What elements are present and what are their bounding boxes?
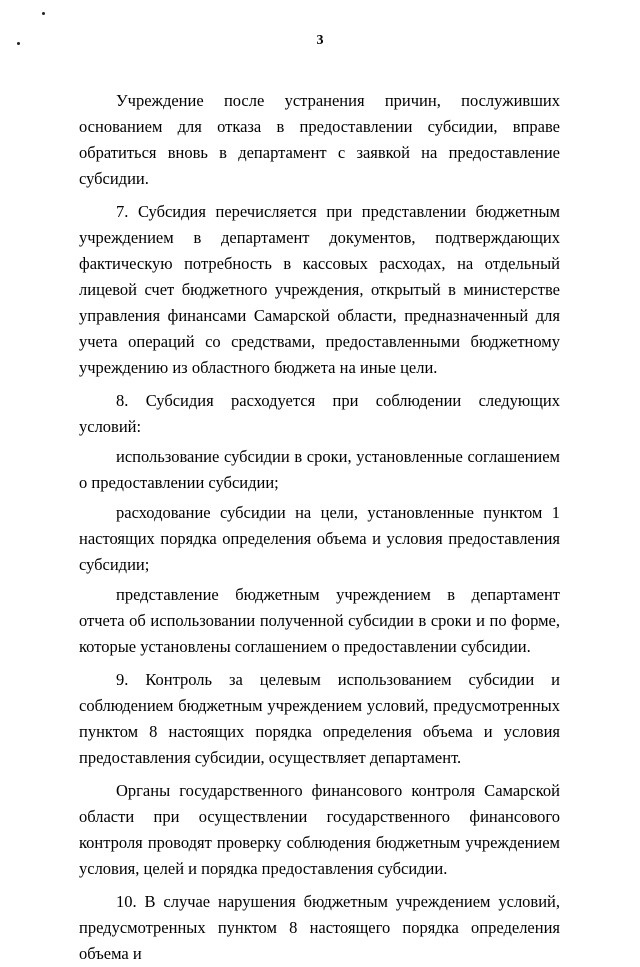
paragraph-state-control: Органы государственного финансового контроля Самарской области при осуществлении государственного финансового контроля проводят проверку соблюдения бюджетным учреждением условия, целей и порядка предоставления субсидии. — [79, 781, 560, 878]
paragraph-item-10: 10. В случае нарушения бюджетным учреждением условий, предусмотренных пунктом 8 настоящего порядка определения объема и — [79, 892, 560, 963]
page-number: 3 — [316, 33, 324, 48]
paragraph-item-8: 8. Субсидия расходуется при соблюдении следующих условий: — [79, 391, 560, 436]
paragraph-condition-purpose: расходование субсидии на цели, установленные пунктом 1 настоящих порядка определения объема и условия предоставления субсидии; — [79, 503, 560, 574]
paragraph-item-7: 7. Субсидия перечисляется при представлении бюджетным учреждением в департамент документов, подтверждающих фактическую потребность в кассовых расходах, на отдельный лицевой счет бюджетного учреждения, открытый в министерстве управления финансами Самарской области, предназначенный для учета операций со средствами, предоставленными бюджетному учреждению из областного бюджета на иные цели. — [79, 202, 560, 377]
scan-speck — [42, 12, 45, 15]
paragraph-item-9: 9. Контроль за целевым использованием субсидии и соблюдением бюджетным учреждением условий, предусмотренных пунктом 8 настоящих порядка определения объема и условия предоставления субсидии, осуществляет департамент. — [79, 670, 560, 767]
document-body — [79, 88, 560, 967]
paragraph-reapply: Учреждение после устранения причин, послуживших основанием для отказа в предоставлении субсидии, вправе обратиться вновь в департамент с заявкой на предоставление субсидии. — [79, 91, 560, 188]
paragraph-condition-terms: использование субсидии в сроки, установленные соглашением о предоставлении субсидии; — [79, 447, 560, 492]
paragraph-condition-report: представление бюджетным учреждением в департамент отчета об использовании полученной субсидии в сроки и по форме, которые установлены соглашением о предоставлении субсидии. — [79, 585, 560, 656]
